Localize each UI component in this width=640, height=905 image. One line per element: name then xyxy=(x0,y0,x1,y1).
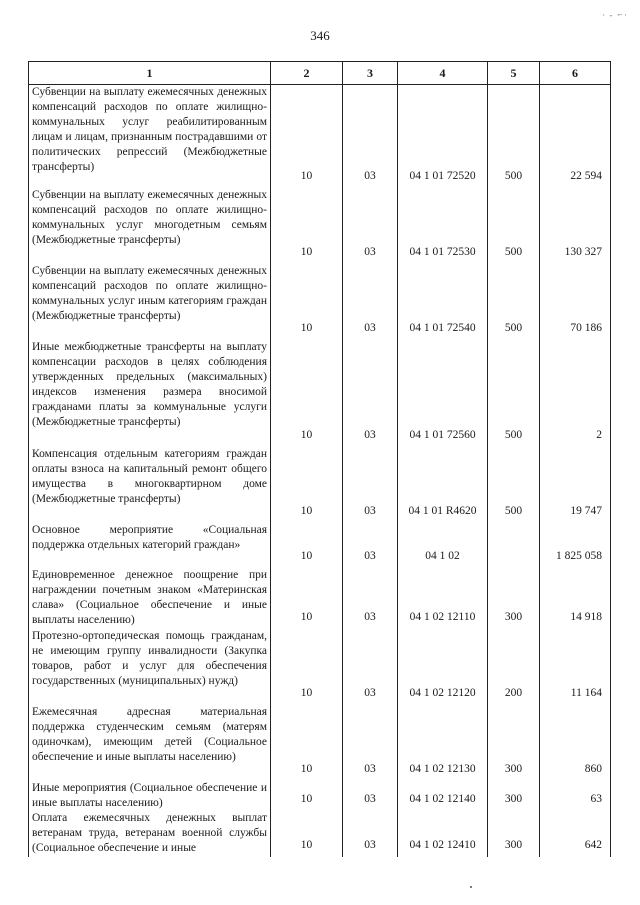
page-number: 346 xyxy=(310,28,330,43)
row-expense-type: 500 xyxy=(488,447,540,523)
row-subsection: 03 xyxy=(343,340,398,447)
row-expense-type: 500 xyxy=(488,188,540,264)
row-name: Субвенции на выплату ежемесячных денежных компенсаций расходов по оплате жилищно-коммунальных услуг многодетным семьям (Межбюджетные трансферты) xyxy=(29,188,271,264)
table-row xyxy=(29,340,611,447)
row-subsection: 03 xyxy=(343,568,398,629)
col-header-target-code: 4 xyxy=(398,62,488,85)
row-target-code: 04 1 01 72530 xyxy=(398,188,488,264)
row-subsection: 03 xyxy=(343,705,398,781)
row-amount: 860 xyxy=(540,705,611,781)
row-section: 10 xyxy=(271,188,343,264)
row-subsection: 03 xyxy=(343,523,398,568)
col-header-expense-type: 5 xyxy=(488,62,540,85)
scan-speck xyxy=(470,886,472,888)
row-amount: 11 164 xyxy=(540,629,611,705)
row-amount: 130 327 xyxy=(540,188,611,264)
row-target-code: 04 1 02 12410 xyxy=(398,811,488,857)
row-name: Ежемесячная адресная материальная поддержка студенческим семьям (матерям одиночкам), имеющим детей (Социальное обеспечение и иные выплаты населению) xyxy=(29,705,271,781)
row-expense-type: 500 xyxy=(488,85,540,189)
row-target-code: 04 1 01 R4620 xyxy=(398,447,488,523)
row-amount: 1 825 058 xyxy=(540,523,611,568)
col-header-name: 1 xyxy=(29,62,271,85)
row-target-code: 04 1 02 12130 xyxy=(398,705,488,781)
row-section: 10 xyxy=(271,264,343,340)
table-row xyxy=(29,188,611,264)
row-section: 10 xyxy=(271,568,343,629)
row-expense-type: 300 xyxy=(488,811,540,857)
row-name: Иные межбюджетные трансферты на выплату компенсации расходов в целях соблюдения утвержденных предельных (максимальных) индексов изменения размера вносимой гражданами платы за коммунальные услуги (Межбюджетные трансферты) xyxy=(29,340,271,447)
table-row xyxy=(29,447,611,523)
row-expense-type: 200 xyxy=(488,629,540,705)
row-target-code: 04 1 02 12140 xyxy=(398,781,488,811)
table-row xyxy=(29,568,611,629)
row-subsection: 03 xyxy=(343,781,398,811)
row-section: 10 xyxy=(271,340,343,447)
corner-scan-mark: · - ·̶ · xyxy=(602,10,628,20)
row-expense-type: 300 xyxy=(488,568,540,629)
row-target-code: 04 1 02 12110 xyxy=(398,568,488,629)
row-target-code: 04 1 01 72540 xyxy=(398,264,488,340)
row-subsection: 03 xyxy=(343,629,398,705)
row-subsection: 03 xyxy=(343,264,398,340)
row-amount: 2 xyxy=(540,340,611,447)
row-name: Протезно-ортопедическая помощь гражданам, не имеющим группу инвалидности (Закупка товаров, работ и услуг для обеспечения государственных (муниципальных) нужд) xyxy=(29,629,271,705)
row-target-code: 04 1 01 72520 xyxy=(398,85,488,189)
table-row xyxy=(29,85,611,189)
row-section: 10 xyxy=(271,629,343,705)
row-amount: 70 186 xyxy=(540,264,611,340)
row-expense-type xyxy=(488,523,540,568)
row-name: Субвенции на выплату ежемесячных денежных компенсаций расходов по оплате жилищно-коммунальных услуг иным категориям граждан (Межбюджетные трансферты) xyxy=(29,264,271,340)
row-section: 10 xyxy=(271,781,343,811)
budget-table xyxy=(28,61,611,857)
table-row xyxy=(29,264,611,340)
row-amount: 22 594 xyxy=(540,85,611,189)
row-section: 10 xyxy=(271,705,343,781)
row-amount: 14 918 xyxy=(540,568,611,629)
row-name: Единовременное денежное поощрение при награждении почетным знаком «Материнская слава» (Социальное обеспечение и иные выплаты населению) xyxy=(29,568,271,629)
row-name: Основное мероприятие «Социальная поддержка отдельных категорий граждан» xyxy=(29,523,271,568)
row-amount: 642 xyxy=(540,811,611,857)
row-subsection: 03 xyxy=(343,85,398,189)
row-name: Оплата ежемесячных денежных выплат ветеранам труда, ветеранам военной службы (Социальное обеспечение и иные xyxy=(29,811,271,857)
row-target-code: 04 1 02 xyxy=(398,523,488,568)
row-target-code: 04 1 01 72560 xyxy=(398,340,488,447)
row-section: 10 xyxy=(271,447,343,523)
row-section: 10 xyxy=(271,85,343,189)
table-row xyxy=(29,705,611,781)
col-header-section: 2 xyxy=(271,62,343,85)
row-expense-type: 300 xyxy=(488,781,540,811)
col-header-amount: 6 xyxy=(540,62,611,85)
table-row xyxy=(29,523,611,568)
row-amount: 19 747 xyxy=(540,447,611,523)
row-subsection: 03 xyxy=(343,811,398,857)
row-target-code: 04 1 02 12120 xyxy=(398,629,488,705)
row-expense-type: 500 xyxy=(488,340,540,447)
table-row xyxy=(29,629,611,705)
row-name: Компенсация отдельным категориям граждан оплаты взноса на капитальный ремонт общего имущества в многоквартирном доме (Межбюджетные трансферты) xyxy=(29,447,271,523)
row-amount: 63 xyxy=(540,781,611,811)
row-expense-type: 500 xyxy=(488,264,540,340)
row-subsection: 03 xyxy=(343,188,398,264)
col-header-subsection: 3 xyxy=(343,62,398,85)
row-name: Субвенции на выплату ежемесячных денежных компенсаций расходов по оплате жилищно-коммунальных услуг реабилитированным лицам и лицам, признанным пострадавшими от политических репрессий (Межбюджетные трансферты) xyxy=(29,85,271,189)
row-subsection: 03 xyxy=(343,447,398,523)
row-expense-type: 300 xyxy=(488,705,540,781)
table-header-row xyxy=(29,62,611,85)
row-section: 10 xyxy=(271,523,343,568)
table-row xyxy=(29,781,611,811)
row-section: 10 xyxy=(271,811,343,857)
table-row xyxy=(29,811,611,857)
row-name: Иные мероприятия (Социальное обеспечение и иные выплаты населению) xyxy=(29,781,271,811)
